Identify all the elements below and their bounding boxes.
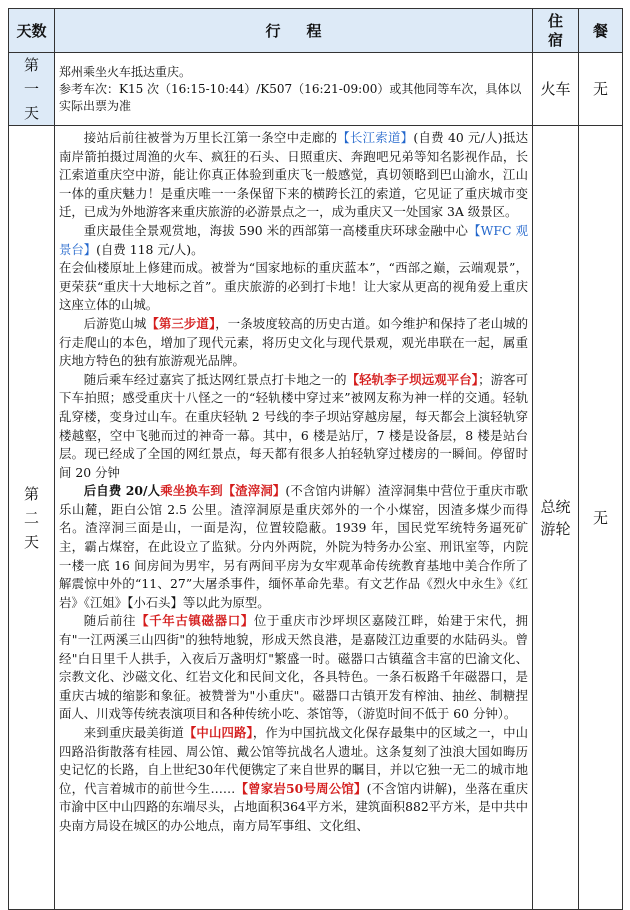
text: (不含馆内讲解)，坐落在重庆市渝中区中山四路的东端尽头，占地面积364平方米，建筑面积882平方米，是中共中央南方局设在城区的办公地点，南方局军事组、文化组、 bbox=[59, 780, 529, 833]
day1-row bbox=[9, 53, 623, 126]
day2-label-text: 第二天 bbox=[23, 484, 39, 551]
header-stay-text: 住宿 bbox=[547, 11, 563, 49]
text: ，一条坡度较高的历史古道。如今维护和保持了老山城的行走爬山的本色，增加了现代元素，将历史文化与现代景观，观光串联在一起，属重庆地方特色的独有旅游观光品牌。 bbox=[59, 315, 528, 369]
day2-stay-text: 总统游轮 bbox=[540, 497, 571, 538]
highlight-zhazidong: 乘坐换车到【渣滓洞】 bbox=[160, 483, 286, 499]
text: 重庆最佳全景观赏地，海拔 590 米的西部第一高楼重庆环球金融中心 bbox=[83, 222, 469, 238]
day1-line1: 郑州乘坐火车抵达重庆。 bbox=[59, 64, 192, 79]
text: ，作为中国抗战文化保存最集中的区域之一，中山四路沿街散落有桂园、周公馆、戴公馆等抗战名人遗址。这条复刻了浊浪大国如晦历史记忆的长路，自上世纪30年代便镌定了来自世界的瞩目，并以它独一无二的城市地位，代言着城市的前世今生…… bbox=[59, 725, 529, 796]
text: 后游览山城 bbox=[83, 315, 147, 331]
para-zhongshan bbox=[59, 724, 528, 836]
para-wfc bbox=[59, 222, 528, 259]
highlight-zhongshan: 【中山四路】 bbox=[183, 725, 253, 740]
header-day: 天数 bbox=[9, 9, 55, 53]
header-route: 行程 bbox=[55, 9, 533, 53]
header-stay bbox=[533, 9, 579, 53]
text: 随后前往 bbox=[83, 613, 137, 629]
para-ciqikou bbox=[59, 612, 528, 724]
text: (自费 118 元/人)。 bbox=[96, 241, 204, 257]
para-liziba bbox=[59, 371, 528, 483]
day1-route bbox=[55, 53, 533, 126]
text: ；游客可下车拍照；感受重庆十八怪之一的“轻轨楼中穿过来”被网友称为神一样的交通。轻轨乱穿楼，变身过山车。在重庆轻轨 2 号线的李子坝站穿越房屋，每天都会上演轻轨穿楼越壑，空中飞驰而过的神奇一幕。其中，6 楼是站厅，7 楼是设备层，8 楼是站台层。现已经成了全国的网红景点，每天都有很多人拍轻轨穿过楼房的一瞬间。停留时间 20 分钟 bbox=[59, 371, 529, 480]
highlight-zhougongguan: 【曾家岩50号周公馆】 bbox=[235, 780, 367, 796]
para-cableway bbox=[59, 129, 528, 222]
header-meal: 餐 bbox=[579, 9, 623, 53]
para-zhazidong bbox=[59, 482, 528, 612]
day1-meal: 无 bbox=[579, 53, 623, 126]
day1-stay: 火车 bbox=[533, 53, 579, 126]
text: 来到重庆最美街道 bbox=[83, 725, 184, 740]
day1-line2: 参考车次：K15 次（16:15-10:44）/K507（16:21-09:00）或其他同等车次，具体以实际出票为准 bbox=[59, 81, 522, 113]
para-third-trail bbox=[59, 315, 528, 371]
text: (不含馆内讲解）渣滓洞集中营位于重庆市歌乐山麓，距白公馆 2.5 公里。渣滓洞原是重庆郊外的一个小煤窑，因渣多煤少而得名。渣滓洞三面是山，一面是沟，位置较隐蔽。1939 年，国民党军统特务逼死矿主，霸占煤窑，在此设立了监狱。分内外两院，外院为特务办公室、刑讯室等，内院一楼一底 16 间房间为男牢，另有两间平房为女牢观革命传统教育基地中美合作所了解震惊中外的“11、27”大屠杀事件，缅怀革命先辈。有文艺作品《烈火中永生》《红岩》《江姐》【小石头】等以此为原型。 bbox=[59, 483, 528, 610]
para-wfc-desc: 在会仙楼原址上修建而成。被誉为“国家地标的重庆蓝本”，“西部之巅，云端观景”，更荣获“重庆十大地标之首”。重庆旅游的必到打卡地！让大家从更高的视角爱上重庆这座立体的山城。 bbox=[59, 260, 528, 313]
day2-route bbox=[55, 126, 533, 910]
highlight-liziba: 【轻轨李子坝远观平台】 bbox=[346, 371, 479, 387]
day2-meal: 无 bbox=[579, 126, 623, 910]
highlight-cableway: 【长江索道】 bbox=[337, 130, 414, 145]
header-row bbox=[9, 9, 623, 53]
text: 接站后前往被誉为万里长江第一条空中走廊的 bbox=[83, 130, 338, 145]
text: 后自费 20/人 bbox=[83, 483, 161, 499]
day1-label-text: 第一天 bbox=[23, 56, 39, 122]
text: (自费 40 元/人)抵达南岸箭拍摄过周渔的火车、疯狂的石头、日照重庆、奔跑吧兄弟等知名影视作品，长江索道重庆空中游，能让你真正体验到重庆飞一般感觉，真切领略到巴山渝水，江山一体的重庆魅力！是重庆唯一一条保留下来的横跨长江的索道，它见证了重庆城市变迁，已成为外地游客来重庆旅游的必游景点之一，成为重庆又一处国家 3A 级景区。 bbox=[59, 130, 528, 220]
day2-label bbox=[9, 126, 55, 910]
text: 随后乘车经过嘉宾了抵达网红景点打卡地之一的 bbox=[83, 371, 347, 387]
itinerary-table bbox=[8, 8, 623, 910]
highlight-wfc: 【WFC 观景台】 bbox=[59, 222, 528, 257]
text: 位于重庆市沙坪坝区嘉陵江畔，始建于宋代，拥有"一江两溪三山四街"的独特地貌，形成天然良港，是嘉陵江边重要的水陆码头。曾经"白日里千人拱手，入夜后万盏明灯"繁盛一时。磁器口古镇蕴含丰富的巴渝文化、宗教文化、沙磁文化、红岩文化和民间文化，各具特色。一条石板路千年磁器口，是重庆古城的缩影和象征。被赞誉为"小重庆"。磁器口古镇开发有榨油、抽丝、制糖捏面人、川戏等传统表演项目和各种传统小吃、茶馆等，（游览时间不低于 60 分钟）。 bbox=[59, 613, 529, 722]
highlight-third-trail: 【第三步道】 bbox=[146, 315, 216, 331]
day2-stay bbox=[533, 126, 579, 910]
highlight-ciqikou: 【千年古镇磁器口】 bbox=[136, 613, 254, 629]
day1-label bbox=[9, 53, 55, 126]
day2-row bbox=[9, 126, 623, 910]
